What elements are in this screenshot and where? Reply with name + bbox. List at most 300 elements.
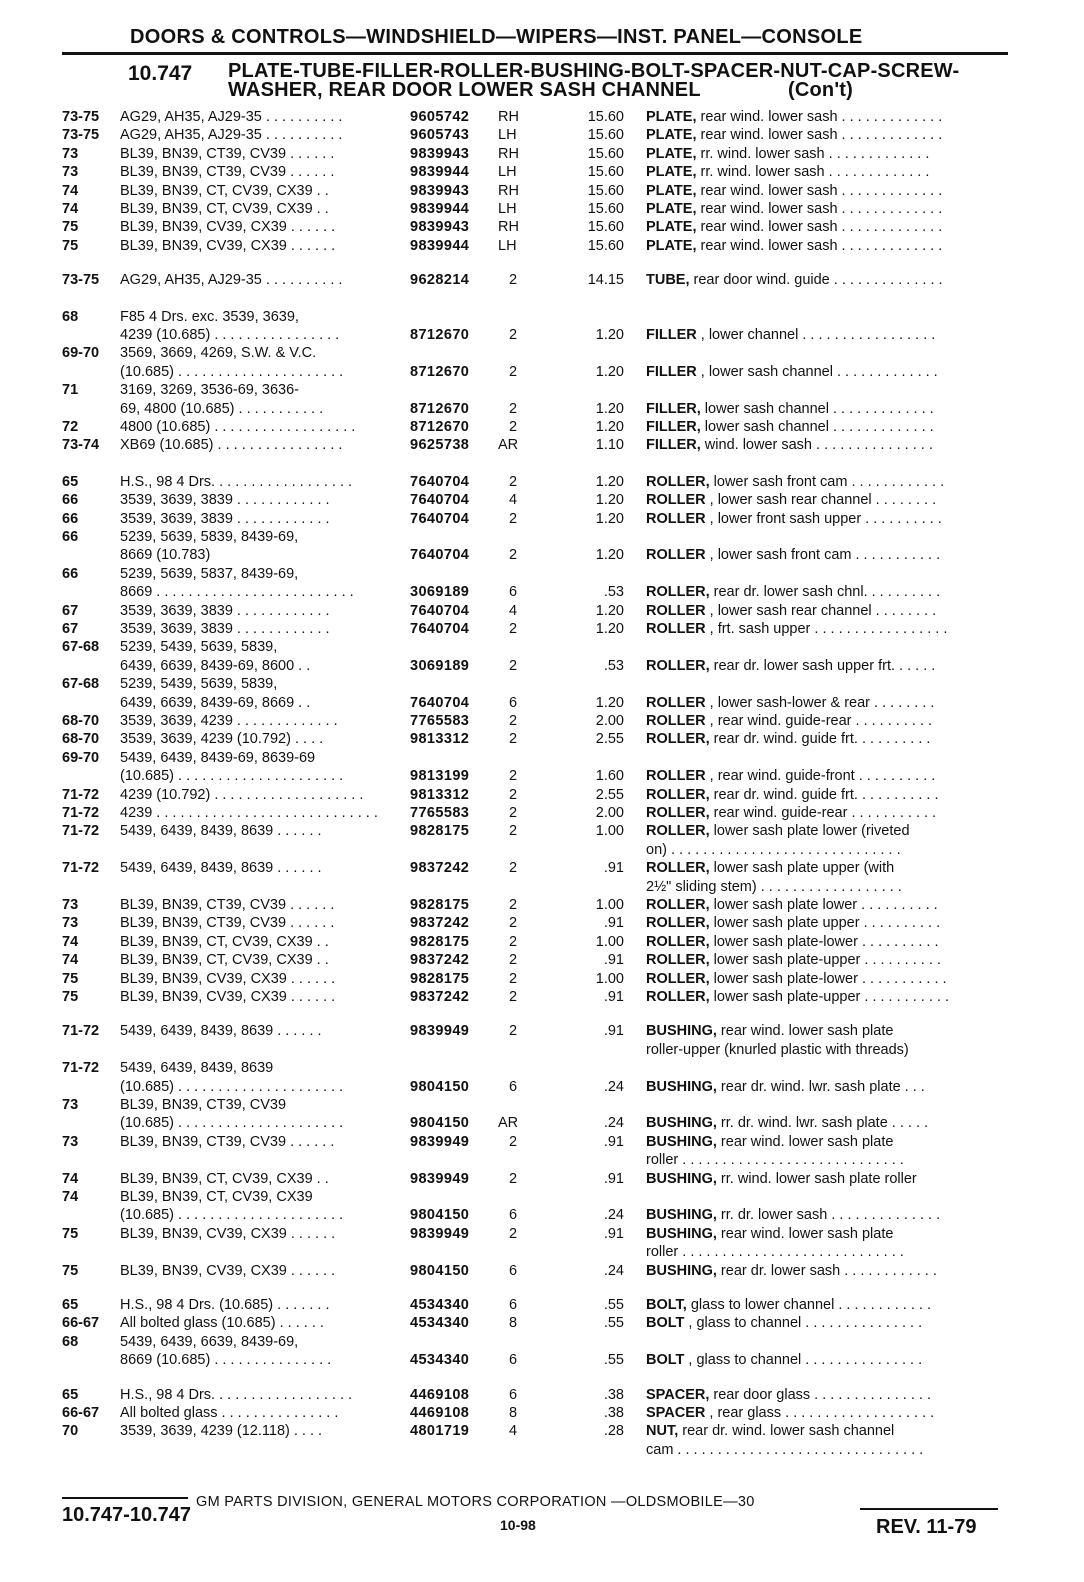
table-row — [0, 491, 1084, 509]
part-detail: , lower channel . . . . . . . . . . . . . . . . . — [696, 327, 936, 343]
model-list: (10.685) . . . . . . . . . . . . . . . . . . . . . — [120, 1078, 344, 1095]
price: .28 — [603, 1423, 624, 1440]
table-row — [0, 933, 1084, 951]
price: .53 — [603, 584, 624, 601]
price: .24 — [603, 1115, 624, 1132]
part-detail: roller . . . . . . . . . . . . . . . . . . . . . . . . . . . . — [646, 1244, 904, 1261]
model-list: 5239, 5439, 5639, 5839, — [120, 676, 278, 693]
part-detail: , lower sash-lower & rear . . . . . . . . — [705, 694, 935, 711]
price: 1.10 — [595, 437, 624, 454]
quantity: 2 — [508, 933, 518, 950]
model-year: 73-75 — [62, 272, 100, 289]
model-list: BL39, BN39, CV39, CX39 . . . . . . — [120, 219, 336, 236]
part-description — [646, 822, 1006, 840]
price: 15.60 — [587, 127, 624, 144]
model-list: AG29, AH35, AJ29-35 . . . . . . . . . . — [120, 272, 343, 289]
quantity: 8 — [508, 1405, 518, 1421]
model-list: All bolted glass . . . . . . . . . . . . . . . — [120, 1405, 339, 1421]
model-list: 3539, 3639, 4239 (12.118) . . . . — [120, 1423, 323, 1440]
table-row — [0, 675, 1084, 693]
part-name: BUSHING, — [646, 1170, 717, 1187]
table-row — [0, 1206, 1084, 1224]
part-detail: lower sash plate-lower . . . . . . . . . . — [709, 933, 939, 950]
model-list: (10.685) . . . . . . . . . . . . . . . . . . . . . — [120, 768, 344, 785]
table-row — [0, 326, 1084, 344]
part-description — [646, 620, 1006, 638]
quantity: 2 — [508, 327, 518, 343]
table-row — [0, 1333, 1084, 1351]
quantity: 2 — [508, 1225, 518, 1242]
price: 1.20 — [595, 602, 624, 619]
part-name: ROLLER, — [646, 584, 710, 601]
part-name: ROLLER, — [646, 933, 710, 950]
model-year: 74 — [62, 201, 79, 217]
table-row — [0, 363, 1084, 381]
part-number: 9839949 — [410, 1023, 470, 1040]
part-description — [646, 1170, 1006, 1188]
model-year: 73 — [62, 915, 79, 932]
price: 1.20 — [595, 492, 624, 509]
part-detail: rr. dr. lower sash . . . . . . . . . . . . . . — [716, 1207, 941, 1224]
part-detail: rear wind. lower sash . . . . . . . . . . . . . — [696, 201, 943, 217]
quantity: 2 — [508, 1023, 518, 1040]
model-list: BL39, BN39, CT39, CV39 . . . . . . — [120, 1133, 335, 1150]
part-description — [646, 933, 1006, 951]
table-row — [0, 1314, 1084, 1332]
table-row — [0, 988, 1084, 1006]
table-row — [0, 1404, 1084, 1422]
price: 2.55 — [595, 786, 624, 803]
model-list: 3539, 3639, 3839 . . . . . . . . . . . . — [120, 621, 330, 637]
model-year: 75 — [62, 1262, 79, 1279]
model-list: 6439, 6639, 8439-69, 8600 . . — [120, 657, 311, 674]
model-year: 73 — [62, 1097, 79, 1113]
part-description — [646, 218, 1006, 236]
part-name: PLATE, — [646, 164, 697, 181]
table-row — [0, 145, 1084, 163]
part-description — [646, 163, 1006, 181]
quantity: RH — [498, 219, 519, 236]
part-number: 7765583 — [410, 713, 470, 729]
part-description — [646, 970, 1006, 988]
price: 1.20 — [595, 473, 624, 490]
part-description — [646, 271, 1006, 289]
part-name: ROLLER, — [646, 473, 710, 490]
part-name: ROLLER, — [646, 952, 710, 969]
part-detail: on) . . . . . . . . . . . . . . . . . . . . . . . . . . . . . — [646, 841, 901, 858]
price: .24 — [603, 1207, 624, 1224]
model-year: 70 — [62, 1423, 79, 1440]
model-list: BL39, BN39, CT39, CV39 . . . . . . — [120, 145, 335, 162]
part-number: 9837242 — [410, 952, 470, 969]
table-row — [0, 1041, 1084, 1059]
part-detail: rear wind. lower sash plate — [716, 1225, 894, 1242]
model-year: 66 — [62, 529, 79, 545]
model-list: (10.685) . . . . . . . . . . . . . . . . . . . . . — [120, 363, 344, 380]
part-name: BUSHING, — [646, 1133, 717, 1150]
price: .91 — [603, 1023, 624, 1040]
table-row — [0, 970, 1084, 988]
table-row — [0, 1296, 1084, 1314]
part-detail: lower sash plate lower . . . . . . . . . . — [709, 897, 938, 913]
model-year: 67-68 — [62, 676, 100, 693]
price: 1.20 — [595, 621, 624, 637]
model-year: 73-74 — [62, 437, 100, 454]
table-row — [0, 418, 1084, 436]
footer-division: GM PARTS DIVISION, GENERAL MOTORS CORPORATION —OLDSMOBILE—30 — [196, 1494, 755, 1510]
part-detail: rear dr. lower sash chnl. . . . . . . . . . — [709, 584, 941, 601]
part-description — [646, 951, 1006, 969]
model-year: 72 — [62, 419, 79, 435]
quantity: 6 — [508, 1352, 518, 1369]
part-detail: lower sash plate-lower . . . . . . . . . . . — [709, 970, 947, 987]
quantity: LH — [498, 237, 517, 254]
part-description — [646, 730, 1006, 748]
model-list: 5439, 6439, 6639, 8439-69, — [120, 1333, 299, 1350]
model-list: 5439, 6439, 8439, 8639 . . . . . . — [120, 823, 322, 840]
model-year: 71-72 — [62, 860, 100, 877]
price: .24 — [603, 1078, 624, 1095]
part-description — [646, 1206, 1006, 1224]
part-description — [646, 988, 1006, 1006]
model-list: F85 4 Drs. exc. 3539, 3639, — [120, 308, 299, 325]
part-number: 7640704 — [410, 621, 470, 637]
part-description — [646, 1441, 1006, 1459]
part-description — [646, 1041, 1006, 1059]
part-number: 8712670 — [410, 363, 470, 380]
part-number: 9813312 — [410, 731, 470, 748]
part-description — [646, 583, 1006, 601]
quantity: 6 — [508, 1297, 518, 1313]
part-detail: rear wind. lower sash . . . . . . . . . . . . . — [696, 109, 943, 125]
part-name: ROLLER, — [646, 970, 710, 987]
model-list: BL39, BN39, CV39, CX39 . . . . . . — [120, 237, 336, 254]
part-number: 9628214 — [410, 272, 470, 289]
quantity: 6 — [508, 584, 518, 601]
part-detail: rr. wind. lower sash plate roller — [716, 1170, 917, 1187]
quantity: 2 — [508, 823, 518, 840]
part-name: ROLLER — [646, 694, 706, 711]
model-list: H.S., 98 4 Drs. . . . . . . . . . . . . . . . . . — [120, 473, 353, 490]
quantity: 4 — [508, 1423, 518, 1440]
part-name: BUSHING, — [646, 1078, 717, 1095]
table-row — [0, 271, 1084, 289]
table-row — [0, 1078, 1084, 1096]
part-number: 9837242 — [410, 860, 470, 877]
table-row — [0, 1170, 1084, 1188]
part-detail: rear dr. lower sash upper frt. . . . . . — [709, 657, 936, 674]
model-list: BL39, BN39, CT, CV39, CX39 . . — [120, 1170, 329, 1187]
part-description — [646, 200, 1006, 218]
part-number: 9804150 — [410, 1078, 470, 1095]
part-detail: rear dr. wind. lower sash channel — [678, 1423, 895, 1440]
part-detail: , lower sash front cam . . . . . . . . . . . — [705, 547, 941, 564]
quantity: 2 — [508, 731, 518, 748]
model-list: 4239 (10.685) . . . . . . . . . . . . . . . . — [120, 327, 340, 343]
part-detail: rr. dr. wind. lwr. sash plate . . . . . — [716, 1115, 929, 1132]
model-list: BL39, BN39, CT, CV39, CX39 — [120, 1189, 313, 1205]
model-year: 74 — [62, 1170, 79, 1187]
part-description — [646, 657, 1006, 675]
price: 1.00 — [595, 823, 624, 840]
quantity: 2 — [508, 970, 518, 987]
part-number: 9839944 — [410, 201, 470, 217]
part-detail: roller-upper (knurled plastic with threads) — [646, 1041, 909, 1058]
part-detail: rear wind. lower sash . . . . . . . . . . . . . — [696, 127, 943, 144]
part-name: ROLLER, — [646, 823, 710, 840]
table-row — [0, 841, 1084, 859]
model-year: 65 — [62, 1386, 79, 1403]
price: 1.20 — [595, 400, 624, 417]
price: .24 — [603, 1262, 624, 1279]
model-year: 67 — [62, 602, 79, 619]
part-number: 9804150 — [410, 1115, 470, 1132]
part-name: BUSHING, — [646, 1207, 717, 1224]
table-row — [0, 528, 1084, 546]
part-detail: , lower sash rear channel . . . . . . . . — [705, 492, 937, 509]
part-number: 9839943 — [410, 145, 470, 162]
model-list: 4239 . . . . . . . . . . . . . . . . . . . . . . . . . . . . — [120, 805, 378, 821]
part-detail: cam . . . . . . . . . . . . . . . . . . . . . . . . . . . . . . . — [646, 1441, 924, 1458]
part-number: 9828175 — [410, 823, 470, 840]
model-year: 71 — [62, 382, 79, 399]
part-description — [646, 841, 1006, 859]
part-detail: rear wind. lower sash plate — [716, 1133, 894, 1150]
part-name: PLATE, — [646, 127, 697, 144]
model-list: 5439, 6439, 8439, 8639 . . . . . . — [120, 860, 322, 877]
model-year: 69-70 — [62, 749, 100, 766]
model-year: 68 — [62, 308, 79, 325]
quantity: 2 — [508, 989, 518, 1005]
part-detail: rear wind. lower sash . . . . . . . . . . . . . — [696, 182, 943, 199]
price: 15.60 — [587, 164, 624, 181]
table-row — [0, 1022, 1084, 1040]
table-row — [0, 638, 1084, 656]
model-list: BL39, BN39, CV39, CX39 . . . . . . — [120, 1262, 336, 1279]
part-description — [646, 126, 1006, 144]
model-year: 73 — [62, 897, 79, 913]
model-year: 75 — [62, 970, 79, 987]
part-number: 8712670 — [410, 419, 470, 435]
part-description — [646, 491, 1006, 509]
part-name: PLATE, — [646, 182, 697, 199]
model-year: 67 — [62, 621, 79, 637]
quantity: 2 — [508, 915, 518, 932]
part-description — [646, 182, 1006, 200]
model-list: H.S., 98 4 Drs. (10.685) . . . . . . . — [120, 1297, 330, 1313]
table-row — [0, 914, 1084, 932]
part-number: 3069189 — [410, 584, 470, 601]
part-description — [646, 1386, 1006, 1404]
table-row — [0, 218, 1084, 236]
table-row — [0, 712, 1084, 730]
table-row — [0, 1096, 1084, 1114]
table-row — [0, 786, 1084, 804]
part-name: ROLLER, — [646, 805, 710, 821]
part-number: 9813199 — [410, 768, 470, 785]
part-number: 9828175 — [410, 970, 470, 987]
table-row — [0, 200, 1084, 218]
model-year: 74 — [62, 1189, 79, 1205]
part-name: ROLLER, — [646, 897, 710, 913]
model-year: 73 — [62, 1133, 79, 1150]
part-number: 9804150 — [410, 1207, 470, 1224]
part-number: 9605742 — [410, 109, 470, 125]
part-detail: , glass to channel . . . . . . . . . . . . . . . — [684, 1352, 923, 1369]
quantity: 2 — [508, 621, 518, 637]
model-list: BL39, BN39, CT39, CV39 . . . . . . — [120, 164, 335, 181]
quantity: 2 — [508, 860, 518, 877]
model-year: 71-72 — [62, 786, 100, 803]
model-list: 3539, 3639, 4239 . . . . . . . . . . . . . — [120, 713, 338, 729]
quantity: 2 — [508, 1170, 518, 1187]
model-list: (10.685) . . . . . . . . . . . . . . . . . . . . . — [120, 1115, 344, 1132]
price: .91 — [603, 1133, 624, 1150]
model-year: 66 — [62, 492, 79, 509]
table-row — [0, 108, 1084, 126]
model-list: AG29, AH35, AJ29-35 . . . . . . . . . . — [120, 109, 343, 125]
part-number: 9839943 — [410, 219, 470, 236]
model-year: 68-70 — [62, 731, 100, 748]
table-row — [0, 620, 1084, 638]
price: 2.00 — [595, 713, 624, 729]
page-header: DOORS & CONTROLS—WINDSHIELD—WIPERS—INST. PANEL—CONSOLE — [130, 26, 863, 48]
model-list: BL39, BN39, CT39, CV39 — [120, 1097, 287, 1113]
table-row — [0, 182, 1084, 200]
model-year: 74 — [62, 952, 79, 969]
part-name: PLATE, — [646, 201, 697, 217]
model-year: 73-75 — [62, 109, 100, 125]
part-detail: lower sash channel . . . . . . . . . . . . . — [700, 400, 934, 417]
part-number: 9839949 — [410, 1225, 470, 1242]
model-list: AG29, AH35, AJ29-35 . . . . . . . . . . — [120, 127, 343, 144]
part-number: 9839943 — [410, 182, 470, 199]
model-year: 67-68 — [62, 639, 100, 656]
price: 2.00 — [595, 805, 624, 821]
part-name: FILLER — [646, 327, 697, 343]
model-list: 5239, 5639, 5839, 8439-69, — [120, 529, 299, 545]
part-detail: , rear glass . . . . . . . . . . . . . . . . . . . — [705, 1405, 935, 1421]
part-detail: , glass to channel . . . . . . . . . . . . . . . — [684, 1315, 923, 1332]
part-detail: rr. wind. lower sash . . . . . . . . . . . . . — [696, 145, 930, 162]
price: .91 — [603, 1170, 624, 1187]
part-detail: glass to lower channel . . . . . . . . . . . . — [686, 1297, 931, 1313]
model-list: BL39, BN39, CV39, CX39 . . . . . . — [120, 989, 336, 1005]
part-name: ROLLER, — [646, 989, 710, 1005]
model-year: 65 — [62, 473, 79, 490]
section-title-line2: WASHER, REAR DOOR LOWER SASH CHANNEL — [228, 79, 701, 101]
table-row — [0, 381, 1084, 399]
part-name: FILLER — [646, 363, 697, 380]
quantity: LH — [498, 127, 517, 144]
table-row — [0, 1133, 1084, 1151]
part-number: 4534340 — [410, 1297, 470, 1313]
table-row — [0, 344, 1084, 362]
part-detail: rear door glass . . . . . . . . . . . . . . . — [709, 1386, 931, 1403]
quantity: 2 — [508, 805, 518, 821]
section-number: 10.747 — [128, 62, 193, 85]
quantity: RH — [498, 182, 519, 199]
model-list: BL39, BN39, CT, CV39, CX39 . . — [120, 952, 329, 969]
price: 1.20 — [595, 510, 624, 527]
part-description — [646, 767, 1006, 785]
model-list: All bolted glass (10.685) . . . . . . — [120, 1315, 324, 1332]
model-year: 71-72 — [62, 1060, 100, 1077]
table-row — [0, 859, 1084, 877]
part-detail: lower sash front cam . . . . . . . . . . . . — [709, 473, 945, 490]
price: 1.00 — [595, 970, 624, 987]
part-name: FILLER, — [646, 437, 701, 454]
price: .38 — [603, 1405, 624, 1421]
model-year: 75 — [62, 219, 79, 236]
part-number: 9828175 — [410, 933, 470, 950]
model-year: 68-70 — [62, 713, 100, 729]
model-year: 73 — [62, 164, 79, 181]
part-name: SPACER, — [646, 1386, 710, 1403]
table-row — [0, 878, 1084, 896]
price: 1.60 — [595, 768, 624, 785]
part-name: ROLLER — [646, 492, 706, 509]
table-row — [0, 510, 1084, 528]
part-name: PLATE, — [646, 237, 697, 254]
model-list: 3539, 3639, 4239 (10.792) . . . . — [120, 731, 324, 748]
part-name: SPACER — [646, 1405, 706, 1421]
part-description — [646, 786, 1006, 804]
quantity: 6 — [508, 1386, 518, 1403]
model-year: 66 — [62, 565, 79, 582]
part-detail: , lower sash rear channel . . . . . . . . — [705, 602, 937, 619]
part-name: PLATE, — [646, 109, 697, 125]
table-row — [0, 694, 1084, 712]
model-list: 5439, 6439, 8439-69, 8639-69 — [120, 749, 316, 766]
table-row — [0, 1151, 1084, 1169]
part-description — [646, 510, 1006, 528]
part-number: 9839949 — [410, 1133, 470, 1150]
model-list: 5239, 5639, 5837, 8439-69, — [120, 565, 299, 582]
part-name: BOLT, — [646, 1297, 687, 1313]
price: 2.55 — [595, 731, 624, 748]
model-list: 5439, 6439, 8439, 8639 — [120, 1060, 274, 1077]
quantity: 6 — [508, 1207, 518, 1224]
price: 1.00 — [595, 933, 624, 950]
model-list: H.S., 98 4 Drs. . . . . . . . . . . . . . . . . . — [120, 1386, 353, 1403]
price: 1.00 — [595, 897, 624, 913]
price: 15.60 — [587, 237, 624, 254]
part-description — [646, 108, 1006, 126]
price: 15.60 — [587, 145, 624, 162]
part-detail: rear dr. lower sash . . . . . . . . . . . . — [716, 1262, 937, 1279]
model-list: 5239, 5439, 5639, 5839, — [120, 639, 278, 656]
part-number: 4534340 — [410, 1352, 470, 1369]
table-row — [0, 1188, 1084, 1206]
table-row — [0, 896, 1084, 914]
part-number: 8712670 — [410, 400, 470, 417]
part-description — [646, 602, 1006, 620]
table-row — [0, 546, 1084, 564]
model-list: 4800 (10.685) . . . . . . . . . . . . . . . . . . — [120, 419, 356, 435]
quantity: RH — [498, 109, 519, 125]
quantity: 6 — [508, 1078, 518, 1095]
quantity: 2 — [508, 657, 518, 674]
price: .55 — [603, 1352, 624, 1369]
model-year: 71-72 — [62, 823, 100, 840]
part-number: 7640704 — [410, 492, 470, 509]
model-year: 69-70 — [62, 345, 100, 362]
part-description — [646, 1422, 1006, 1440]
part-description — [646, 363, 1006, 381]
part-detail: rear wind. guide-rear . . . . . . . . . . . — [709, 805, 937, 821]
part-description — [646, 418, 1006, 436]
